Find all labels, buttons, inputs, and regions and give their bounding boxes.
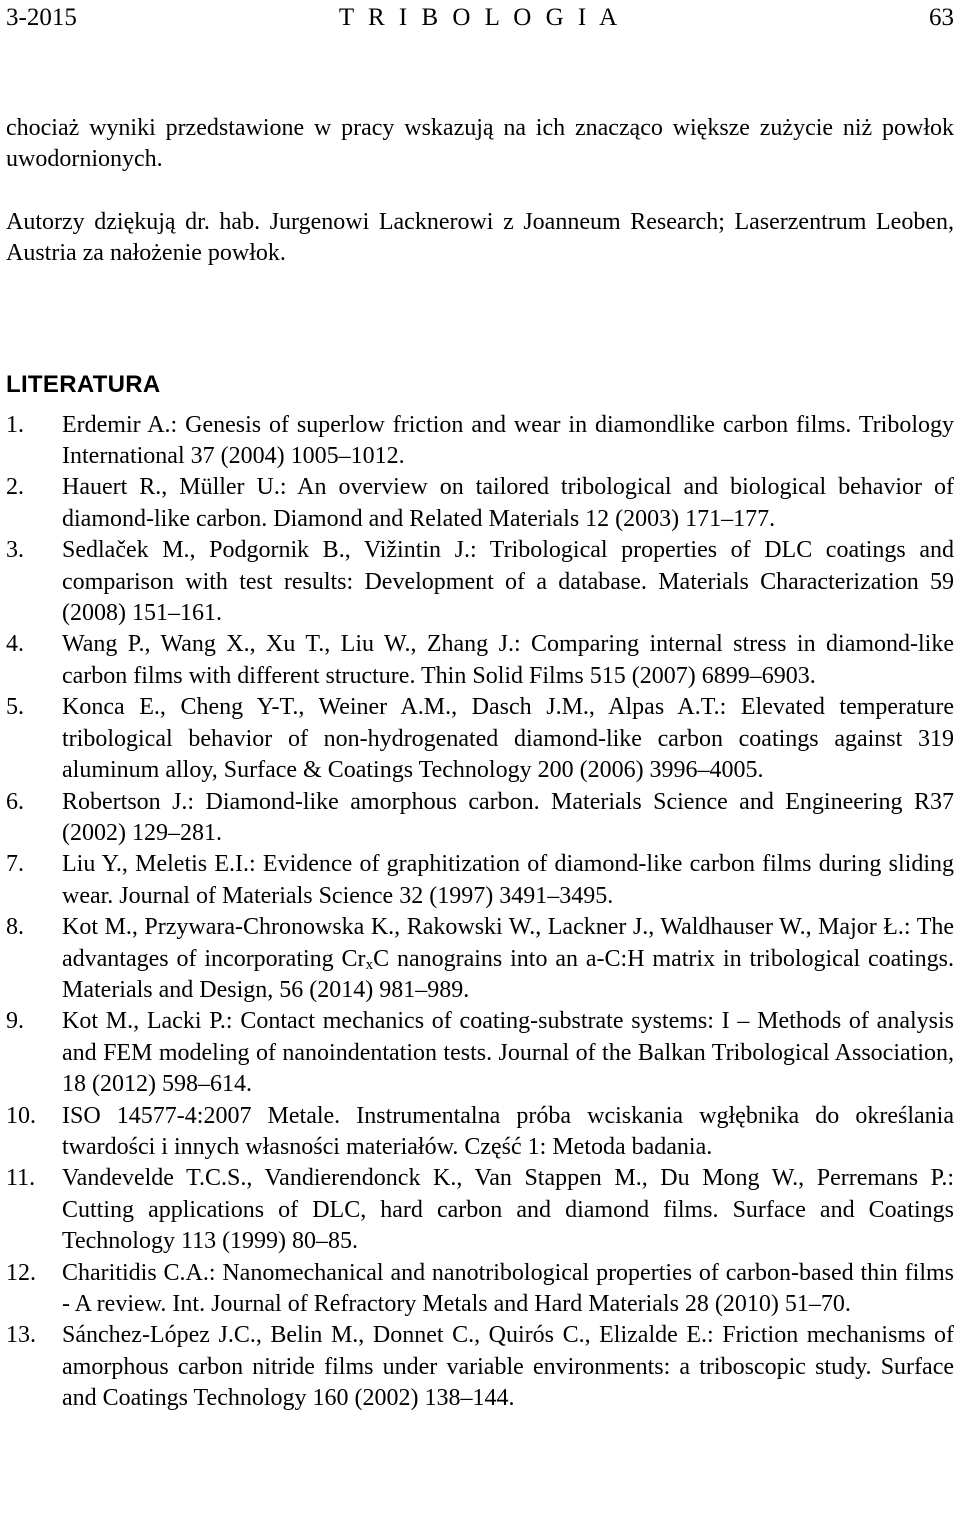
reference-text: Kot M., Lacki P.: Contact mechanics of coating-substrate systems: I – Methods of analysis and FEM modeling of nanoindentation tests. Journal of the Balkan Tribological Association, 18 (2012) 598–614.: [62, 1008, 954, 1098]
reference-number: 10.: [6, 1102, 36, 1129]
reference-text: Sedlaček M., Podgornik B., Vižintin J.: Tribological properties of DLC coatings and comparison with test results: Development of a database. Materials Characterization 59 (2008) 151–161.: [62, 537, 954, 627]
reference-item-6: [6, 787, 954, 850]
reference-number: 13.: [6, 1322, 36, 1349]
reference-text: Sánchez-López J.C., Belin M., Donnet C., Quirós C., Elizalde E.: Friction mechanisms of amorphous carbon nitride films under variable environments: a triboscopic study. Surface and Coatings Technology 160 (2002) 138–144.: [62, 1322, 954, 1412]
reference-number: 12.: [6, 1259, 36, 1286]
reference-item-2: [6, 472, 954, 535]
reference-list: [6, 410, 954, 1415]
reference-number: 3.: [6, 537, 24, 564]
reference-item-1: [6, 410, 954, 473]
reference-item-4: [6, 629, 954, 692]
reference-number: 6.: [6, 788, 24, 815]
reference-number: 11.: [6, 1165, 36, 1192]
reference-item-3: [6, 535, 954, 629]
reference-item-13: [6, 1320, 954, 1414]
reference-item-12: [6, 1258, 954, 1321]
issue-number: 3-2015: [6, 4, 77, 31]
acknowledgement-paragraph: Autorzy dziękują dr. hab. Jurgenowi Lacknerowi z Joanneum Research; Laserzentrum Leoben, Austria za nałożenie powłok.: [6, 208, 954, 267]
reference-text-part: C nanograins into an a-C:H matrix in tribological coatings. Materials and Design, 56 (2014) 981–989.: [62, 945, 955, 1003]
reference-number: 4.: [6, 631, 24, 658]
page-content: [6, 113, 954, 1415]
reference-number: 9.: [6, 1008, 24, 1035]
reference-item-5: [6, 692, 954, 786]
reference-number: 8.: [6, 914, 24, 941]
reference-text-part: Kot M., Przywara-Chronowska K., Rakowski W., Lackner J., Waldhauser W., Major Ł.: The advantages of incorporating Cr: [62, 914, 954, 972]
reference-text: [62, 914, 954, 1003]
references-heading: LITERATURA: [6, 370, 161, 398]
paragraph-spacer: [6, 176, 954, 207]
subscript-x: x: [365, 956, 374, 973]
body-paragraph-1: chociaż wyniki przedstawione w pracy wskazują na ich znacząco większe zużycie niż powłok uwodornionych.: [6, 115, 954, 173]
reference-text: Wang P., Wang X., Xu T., Liu W., Zhang J.: Comparing internal stress in diamond-like carbon films with different structure. Thin Solid Films 515 (2007) 6899–6903.: [62, 631, 954, 689]
page-number: 63: [929, 4, 954, 31]
reference-text: Vandevelde T.C.S., Vandierendonck K., Van Stappen M., Du Mong W., Perremans P.: Cutting applications of DLC, hard carbon and diamond films. Surface and Coatings Technology 113 (1999) 80–85.: [62, 1165, 954, 1255]
section-spacer: [6, 270, 954, 369]
reference-text: Liu Y., Meletis E.I.: Evidence of graphitization of diamond-like carbon films during sliding wear. Journal of Materials Science 32 (1997) 3491–3495.: [62, 851, 954, 909]
reference-text: Robertson J.: Diamond-like amorphous carbon. Materials Science and Engineering R37 (2002) 129–281.: [62, 788, 954, 846]
reference-text: Konca E., Cheng Y-T., Weiner A.M., Dasch J.M., Alpas A.T.: Elevated temperature tribological behavior of non-hydrogenated diamond-like carbon coatings against 319 aluminum alloy, Surface & Coatings Technology 200 (2006) 3996–4005.: [62, 694, 954, 784]
reference-item-8: [6, 912, 954, 1006]
reference-text: Charitidis C.A.: Nanomechanical and nanotribological properties of carbon-based thin films - A review. Int. Journal of Refractory Metals and Hard Materials 28 (2010) 51–70.: [62, 1259, 954, 1317]
reference-number: 1.: [6, 411, 24, 438]
reference-item-10: [6, 1101, 954, 1164]
page-header: [6, 2, 954, 34]
reference-text: Hauert R., Müller U.: An overview on tailored tribological and biological behavior of diamond-like carbon. Diamond and Related Materials 12 (2003) 171–177.: [62, 474, 954, 532]
journal-name: T R I B O L O G I A: [338, 4, 622, 31]
reference-item-9: [6, 1006, 954, 1100]
reference-text: ISO 14577-4:2007 Metale. Instrumentalna próba wciskania wgłębnika do określania twardości i innych własności materiałów. Część 1: Metoda badania.: [62, 1102, 954, 1160]
reference-item-11: [6, 1163, 954, 1257]
reference-number: 2.: [6, 474, 24, 501]
heading-spacer: [6, 400, 954, 410]
reference-number: 5.: [6, 694, 24, 721]
reference-number: 7.: [6, 851, 24, 878]
reference-text: Erdemir A.: Genesis of superlow friction and wear in diamondlike carbon films. Tribology International 37 (2004) 1005–1012.: [62, 411, 954, 470]
reference-item-7: [6, 849, 954, 912]
